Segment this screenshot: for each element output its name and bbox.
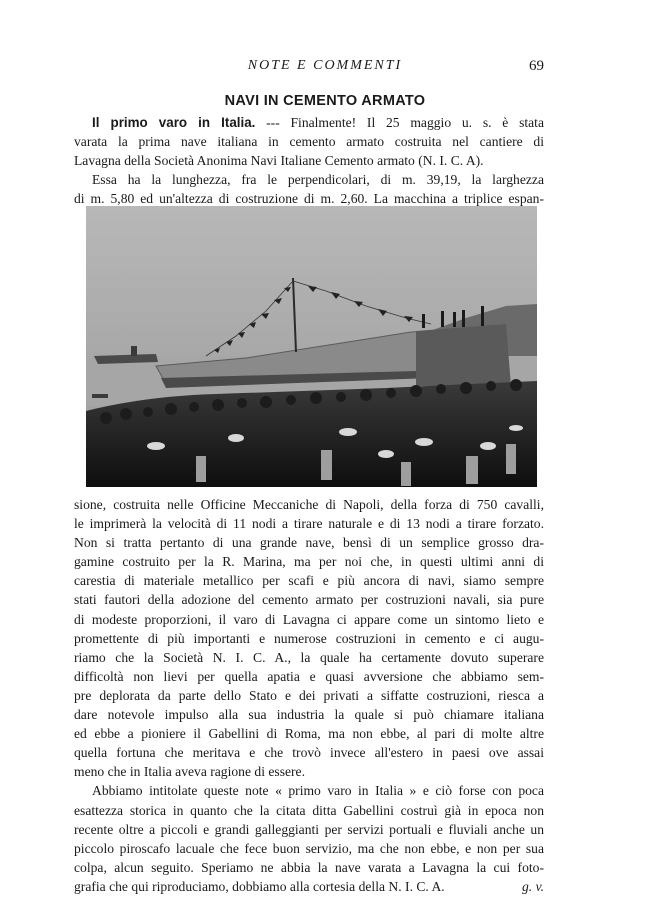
- paragraph-1-line: varata la prima nave italiana in cemento armato costruita nel cantiere di: [74, 134, 544, 150]
- rowboat: [92, 394, 108, 398]
- tugboat-funnel: [131, 346, 137, 356]
- paragraph-3-line: ed ebbe a pioniere il Gabellini di Roma, ma non ebbe, al pari di molte altre: [74, 726, 544, 742]
- text-block-continuation: [74, 495, 544, 896]
- running-title: NOTE E COMMENTI: [247, 58, 403, 73]
- paragraph-3-line: riamo che la Società N. I. C. A., la quale ha certamente dovuto superare: [74, 649, 544, 665]
- paragraph-4-line: esattezza storica in quanto che la citata ditta Gabellini costruì già in epoca non: [74, 802, 544, 818]
- paragraph-4-line-last: [74, 877, 544, 896]
- paragraph-4-line: Abbiamo intitolate queste note « primo varo in Italia » e ciò forse con poca: [92, 783, 544, 799]
- paragraph-3-line: dare notevole impulso alla sua industria la quale si può chiamare italiana: [74, 707, 544, 723]
- paragraph-4-line: recente oltre a piccoli e grandi galleggianti per servizi portuali e fluviali anche un: [74, 821, 544, 837]
- author-signature: g. v.: [521, 878, 544, 894]
- paragraph-3-line: di modeste proporzioni, il varo di Lavagna ci appare come un sintomo lieto e: [74, 611, 544, 627]
- page-number: 69: [529, 58, 544, 74]
- paragraph-1-line: Lavagna della Società Anonima Navi Italiane Cemento armato (N. I. C. A).: [74, 153, 484, 169]
- paragraph-1-line: [74, 113, 544, 132]
- paragraph-3-line: stati fautori della adozione del cemento armato per costruzioni navali, sia pure: [74, 592, 544, 608]
- article-title: NAVI IN CEMENTO ARMATO: [224, 93, 426, 109]
- paragraph-3-line: pre deplorata da parte dello Stato e dei privati a siffatte costruzioni, riesca a: [74, 687, 544, 703]
- paragraph-3-line: quella fortuna che meritava e che trovò invece all'estero in paesi ove assai: [74, 745, 544, 761]
- paragraph-2-line: Essa ha la lunghezza, fra le perpendicolari, di m. 39,19, la larghezza: [92, 172, 544, 188]
- paragraph-3-line: le imprimerà la velocità di 11 nodi a tirare naturale e di 13 nodi a tirare forzato.: [74, 516, 544, 532]
- paragraph-4-final-text: grafia che qui riproduciamo, dobbiamo alla cortesia della N. I. C. A.: [74, 878, 445, 894]
- paragraph-3-line: difficoltà non lievi per quella apatia e quasi avversione che abbiamo sem-: [74, 668, 544, 684]
- ship-launch-photo: [86, 206, 537, 487]
- paragraph-4-line: piccolo piroscafo lacuale che fece buon servizio, ma che non ebbe, e non per sua: [74, 840, 544, 856]
- paragraph-3-line: sione, costruita nelle Officine Meccaniche di Napoli, della forza di 750 cavalli,: [74, 497, 544, 512]
- text-block-intro: [74, 113, 544, 208]
- running-head: [0, 58, 650, 78]
- paragraph-2-line: di m. 5,80 ed un'altezza di costruzione di m. 2,60. La macchina a triplice espan-: [74, 191, 544, 207]
- paragraph-3-line: gamine costruito per la R. Marina, ma per noi che, in questi ultimi anni di: [74, 554, 544, 570]
- ship-launch-illustration: [86, 206, 537, 487]
- paragraph-3-line: Non si tratta pertanto di una grande nave, bensì di un semplice grosso dra-: [74, 535, 544, 551]
- paragraph-1-first-line: --- Finalmente! Il 25 maggio u. s. è stata: [255, 115, 544, 130]
- paragraph-4-line: colpa, alcun seguito. Speriamo ne abbia la nave varata a Lavagna la cui foto-: [74, 859, 544, 875]
- paragraph-3-line: meno che in Italia aveva ragione di essere.: [74, 764, 305, 780]
- launching-ways: [416, 324, 511, 386]
- paragraph-3-line: promettente di più importanti e numerose costruzioni in cemento e ci augu-: [74, 630, 544, 646]
- section-lead: Il primo varo in Italia.: [92, 115, 256, 130]
- paragraph-3-line: carestia di materiale metallico per scafi e più ancora di navi, siamo sempre: [74, 573, 544, 589]
